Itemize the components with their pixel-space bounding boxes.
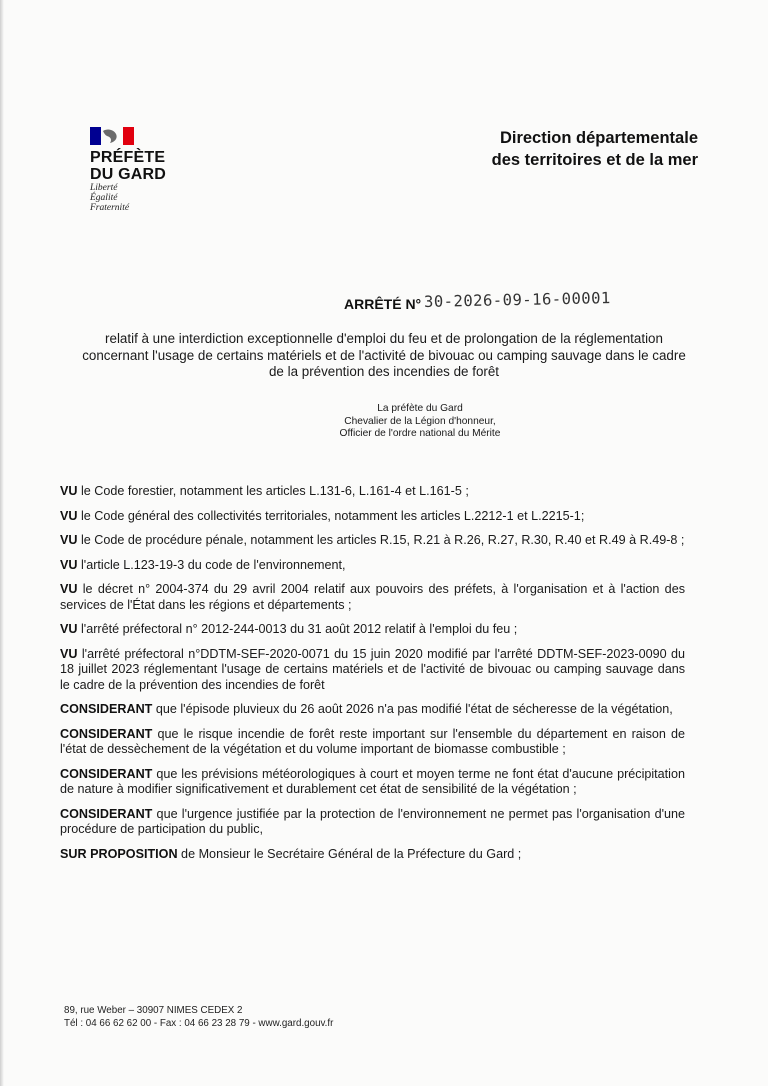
paragraph-text: le Code de procédure pénale, notamment les articles R.15, R.21 à R.26, R.27, R.30, R.40 et R.49 à R.49-8 ;: [77, 533, 685, 547]
motto-liberte: Liberté: [90, 183, 118, 193]
paragraph-vu: [60, 647, 685, 694]
paragraph-vu: [60, 558, 685, 574]
marianne-icon: [90, 127, 134, 145]
paragraph-text: l'article L.123-19-3 du code de l'environnement,: [77, 557, 346, 572]
paragraph-text: que l'épisode pluvieux du 26 août 2026 n'a pas modifié l'état de sécheresse de la végétation,: [152, 702, 673, 716]
paragraph-vu: [60, 582, 685, 613]
paragraph-keyword: VU: [60, 582, 78, 596]
paragraph-keyword: CONSIDERANT: [60, 726, 153, 741]
scan-edge: [0, 0, 4, 1086]
prefecture-logo: [90, 127, 210, 213]
direction-title: [492, 127, 698, 171]
paragraph-text: le Code général des collectivités territoriales, notamment les articles L.2212-1 et L.2215-1;: [77, 508, 585, 523]
arrete-objet: relatif à une interdiction exceptionnelle d'emploi du feu et de prolongation de la réglementation concernant l'usage de certains matériels et de l'activité de bivouac ou camping sauvage dans le cadre de la prévention des incendies de forêt: [82, 331, 686, 379]
paragraph-considerant: [60, 807, 685, 838]
logo-title-line2: DU GARD: [90, 166, 167, 183]
arrete-number-handwritten: 30-2026-09-16-00001: [423, 289, 611, 311]
direction-line1: Direction départementale: [499, 129, 698, 147]
paragraph-text: que les prévisions météorologiques à court et moyen terme ne font état d'aucune précipitation de nature à modifier significativement et durablement cet état de sensibilité de la végétation ;: [60, 766, 685, 796]
paragraph-text: l'arrêté préfectoral n°DDTM-SEF-2020-0071 du 15 juin 2020 modifié par l'arrêté DDTM-SEF-2023-0090 du 18 juillet 2023 réglementant l'usage de certains matériels et de l'activité de bivouac ou camping sauvage dans le cadre de la prévention des incendies de forêt: [60, 646, 685, 692]
paragraph-text: que le risque incendie de forêt reste important sur l'ensemble du département en raison de l'état de dessèchement de la végétation et du volume important de biomasse combustible ;: [60, 726, 685, 756]
paragraph-keyword: CONSIDERANT: [60, 766, 153, 781]
visas-considerants: [60, 484, 685, 871]
paragraph-keyword: VU: [60, 622, 78, 636]
paragraph-keyword: CONSIDERANT: [60, 702, 153, 716]
paragraph-keyword: CONSIDERANT: [60, 806, 153, 821]
paragraph-keyword: SUR PROPOSITION: [60, 846, 178, 861]
paragraph-keyword: VU: [60, 557, 78, 572]
paragraph-vu: [60, 533, 685, 549]
paragraph-text: l'arrêté préfectoral n° 2012-244-0013 du 31 août 2012 relatif à l'emploi du feu ;: [77, 622, 518, 636]
paragraph-vu: [60, 509, 685, 525]
paragraph-text: de Monsieur le Secrétaire Général de la Préfecture du Gard ;: [177, 846, 522, 861]
paragraph-considerant: [60, 702, 685, 718]
motto-egalite: Égalité: [90, 193, 118, 203]
paragraph-vu: [60, 622, 685, 638]
logo-title-line1: PRÉFÈTE: [90, 149, 166, 166]
paragraph-keyword: VU: [60, 508, 78, 523]
arrete-label: ARRÊTÉ N°: [344, 296, 422, 312]
prefet-line3: Officier de l'ordre national du Mérite: [339, 428, 501, 440]
paragraph-considerant: [60, 767, 685, 798]
prefet-line2: Chevalier de la Légion d'honneur,: [344, 415, 496, 427]
paragraph-text: le Code forestier, notamment les articles L.131-6, L.161-4 et L.161-5 ;: [77, 484, 469, 498]
direction-line2: des territoires et de la mer: [491, 151, 698, 169]
prefet-line1: La préfète du Gard: [377, 403, 463, 414]
paragraph-keyword: VU: [60, 484, 78, 498]
paragraph-text: que l'urgence justifiée par la protection de l'environnement ne permet pas l'organisation d'une procédure de participation du public,: [60, 806, 685, 836]
paragraph-considerant: [60, 727, 685, 758]
footer: [64, 1004, 333, 1030]
paragraph-vu: [60, 484, 685, 500]
prefet-block: [240, 403, 600, 441]
paragraph-keyword: VU: [60, 533, 78, 547]
motto-fraternite: Fraternité: [90, 203, 130, 213]
paragraph-sur-proposition: [60, 847, 685, 863]
paragraph-keyword: VU: [60, 646, 78, 661]
footer-address: 89, rue Weber – 30907 NIMES CEDEX 2: [64, 1005, 243, 1016]
paragraph-text: le décret n° 2004-374 du 29 avril 2004 relatif aux pouvoirs des préfets, à l'organisation et à l'action des services de l'État dans les régions et départements ;: [60, 582, 685, 612]
footer-contact: Tél : 04 66 62 62 00 - Fax : 04 66 23 28 79 - www.gard.gouv.fr: [64, 1018, 334, 1029]
